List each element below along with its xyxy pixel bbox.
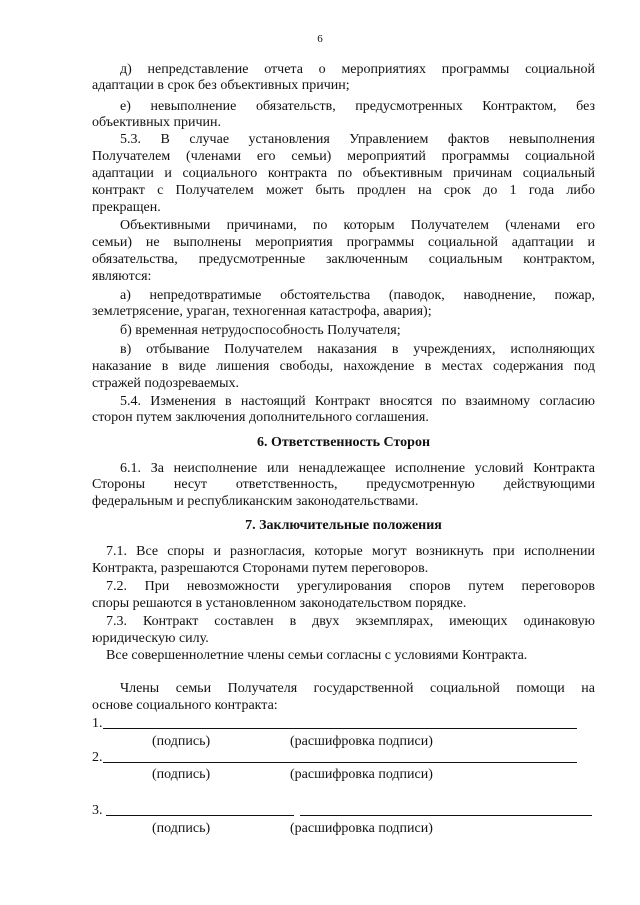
signature-line <box>103 728 577 729</box>
paragraph-line: адаптации и социального контракта по объективным причинам социальный <box>92 166 595 181</box>
paragraph-line: б) временная нетрудоспособность Получателя; <box>120 323 401 338</box>
paragraph-line: 7.1. Все споры и разногласия, которые могут возникнуть при исполнении <box>106 544 595 559</box>
paragraph-line: основе социального контракта: <box>92 698 278 713</box>
paragraph-line: в) отбывание Получателем наказания в учреждениях, исполняющих <box>120 342 595 357</box>
paragraph-line: юридическую силу. <box>92 631 209 646</box>
paragraph-line: 7.2. При невозможности урегулирования споров путем переговоров <box>106 579 595 594</box>
paragraph-line: 7.3. Контракт составлен в двух экземплярах, имеющих одинаковую <box>106 614 595 629</box>
paragraph-line: семьи) не выполнены мероприятия программы социальной адаптации и <box>92 235 595 250</box>
page-number: 6 <box>317 33 323 45</box>
paragraph-line: адаптации в срок без объективных причин; <box>92 78 350 93</box>
paragraph-line: объективных причин. <box>92 115 221 130</box>
signature-caption: (подпись) <box>152 821 211 836</box>
paragraph-line: контракт с Получателем может быть продлен на срок до 1 года либо <box>92 183 595 198</box>
paragraph-line: е) невыполнение обязательств, предусмотренных Контрактом, без <box>120 99 595 114</box>
signature-decode-caption: (расшифровка подписи) <box>290 821 433 836</box>
signature-number: 3. <box>92 803 103 818</box>
paragraph-line: землетрясение, ураган, техногенная катастрофа, авария); <box>92 304 432 319</box>
paragraph-line: являются: <box>92 269 152 284</box>
signature-line <box>103 762 577 763</box>
paragraph-line: Контракта, разрешаются Сторонами путем переговоров. <box>92 561 429 576</box>
signature-line <box>106 815 294 816</box>
paragraph-line: федеральным и республиканским законодательствами. <box>92 494 419 509</box>
paragraph-line: стражей подозреваемых. <box>92 376 239 391</box>
signature-caption: (подпись) <box>152 767 211 782</box>
signature-decode-caption: (расшифровка подписи) <box>290 767 433 782</box>
signature-number: 2. <box>92 750 103 765</box>
paragraph-line: Объективными причинами, по которым Получателем (членами его <box>120 218 595 233</box>
paragraph-line: а) непредотвратимые обстоятельства (паводок, наводнение, пожар, <box>120 288 595 303</box>
paragraph-line: Получателем (членами его семьи) мероприятий программы социальной <box>92 149 595 164</box>
signature-caption: (подпись) <box>152 734 211 749</box>
paragraph-line: Члены семьи Получателя государственной социальной помощи на <box>120 681 595 696</box>
paragraph-line: прекращен. <box>92 200 161 215</box>
section-7-heading: 7. Заключительные положения <box>245 518 442 533</box>
signature-number: 1. <box>92 716 103 731</box>
paragraph-line: споры решаются в установленном законодательством порядке. <box>92 596 467 611</box>
paragraph-line: д) непредставление отчета о мероприятиях программы социальной <box>120 62 595 77</box>
paragraph-line: наказание в виде лишения свободы, нахождение в местах содержания под <box>92 359 595 374</box>
paragraph-line: Все совершеннолетние члены семьи согласны с условиями Контракта. <box>106 648 528 663</box>
signature-decode-caption: (расшифровка подписи) <box>290 734 433 749</box>
section-6-heading: 6. Ответственность Сторон <box>256 435 431 450</box>
paragraph-line: сторон путем заключения дополнительного соглашения. <box>92 410 429 425</box>
signature-decode-line <box>300 815 592 816</box>
paragraph-line: 6.1. За неисполнение или ненадлежащее исполнение условий Контракта <box>120 461 595 476</box>
paragraph-line: Стороны несут ответственность, предусмотренную действующими <box>92 477 595 492</box>
paragraph-line: обязательства, предусмотренные заключенным социальным контрактом, <box>92 252 595 267</box>
paragraph-line: 5.3. В случае установления Управлением фактов невыполнения <box>120 132 595 147</box>
paragraph-line: 5.4. Изменения в настоящий Контракт вносятся по взаимному согласию <box>120 394 595 409</box>
